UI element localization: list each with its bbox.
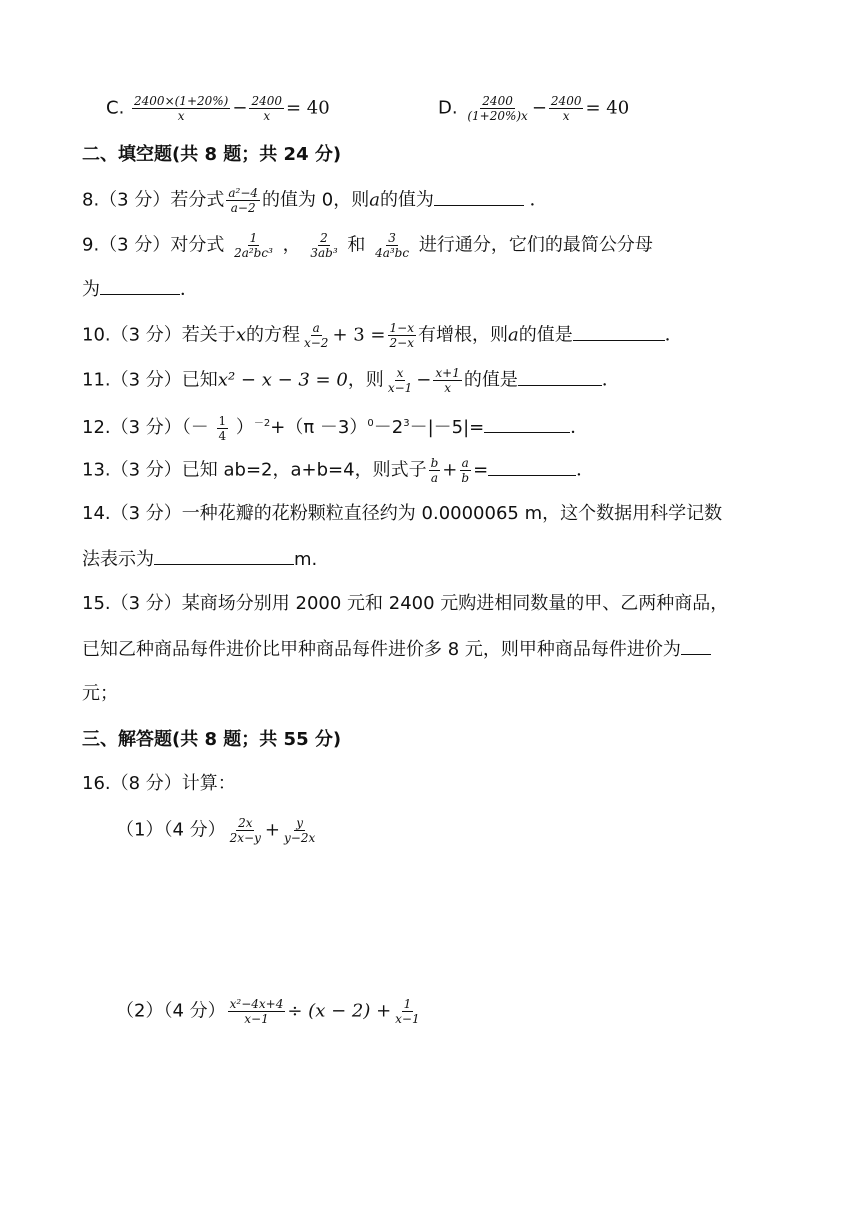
question-15-line2: 已知乙种商品每件进价比甲种商品每件进价多 8 元，则甲种商品每件进价为 xyxy=(82,636,711,663)
question-15: 15.（3 分）某商场分别用 2000 元和 2400 元购进相同数量的甲、乙两种商品， xyxy=(82,593,729,614)
answer-blank[interactable] xyxy=(681,636,711,655)
answer-blank[interactable] xyxy=(484,414,570,433)
fraction: $\frac{2400}{(1+20\%)x}$ xyxy=(467,94,528,123)
q7-option-d: D. $\frac{2400}{(1+20\%)x}$ − $\frac{2400}{x}$ = 40 xyxy=(438,94,630,123)
question-16-part2: （2）（4 分） $\frac{\text{x²−4x+4}}{x-1}$ ÷ (x − 2) + $\frac{1}{x-1}$ xyxy=(116,997,420,1026)
question-9: 9.（3 分）对分式 $\frac{1}{\text{2a²bc³}}$ ， $\frac{2}{\text{3ab³}}$ 和 $\frac{3}{\text{4a³bc}}$ 进行通分，它们的最简公分母 xyxy=(82,231,653,260)
question-14-line2: 法表示为 m. xyxy=(82,546,317,573)
question-10: 10.（3 分）若关于x的方程 $\frac{a}{x-2}$ + 3 = $\frac{1-x}{2-x}$ 有增根，则a的值是 ． xyxy=(82,321,683,350)
question-14: 14.（3 分）一种花瓣的花粉颗粒直径约为 0.0000065 m，这个数据用科学记数 xyxy=(82,503,723,524)
section-3-title: 三、解答题(共 8 题；共 55 分) xyxy=(82,729,342,750)
section-2-title: 二、填空题(共 8 题；共 24 分) xyxy=(82,144,342,165)
option-c-label: C. xyxy=(106,97,125,119)
answer-blank[interactable] xyxy=(518,367,602,386)
answer-blank[interactable] xyxy=(434,187,524,206)
question-11: 11.（3 分）已知x² − x − 3 = 0，则 $\frac{x}{x-1}$ − $\frac{x+1}{x}$ 的值是 ． xyxy=(82,366,620,395)
question-16: 16.（8 分）计算： xyxy=(82,773,236,794)
fraction: $\frac{2400}{x}$ xyxy=(251,94,282,123)
fraction: $\frac{2400\times(1+20\%)}{x}$ xyxy=(134,94,229,123)
answer-blank[interactable] xyxy=(573,322,665,341)
question-8: 8.（3 分）若分式 $\frac{\text{a²−4}}{a-2}$ 的值为 0，则a的值为 ． xyxy=(82,186,548,215)
option-d-label: D. xyxy=(438,97,458,119)
question-13: 13.（3 分）已知 ab=2，a+b=4，则式子 $\frac{b}{a}$ + $\frac{a}{b}$ = ． xyxy=(82,456,595,485)
fraction: $\frac{2400}{x}$ xyxy=(550,94,582,123)
question-9-line2: 为 ． xyxy=(82,276,198,303)
question-15-line3: 元； xyxy=(82,683,118,704)
answer-blank[interactable] xyxy=(154,546,294,565)
answer-blank[interactable] xyxy=(488,457,576,476)
answer-blank[interactable] xyxy=(100,276,180,295)
question-16-part1: （1）（4 分） $\frac{2x}{2x-y}$ + $\frac{y}{y-2x}$ xyxy=(116,816,316,845)
q7-option-c: C. $\frac{2400\times(1+20\%)}{x}$ − $\frac{2400}{x}$ = 40 xyxy=(106,94,330,123)
question-12: 12.（3 分）（－ $\frac{1}{4}$ ）$^{-2}+(\pi -3)^0-2^3-|-5|=$ ． xyxy=(82,413,589,443)
